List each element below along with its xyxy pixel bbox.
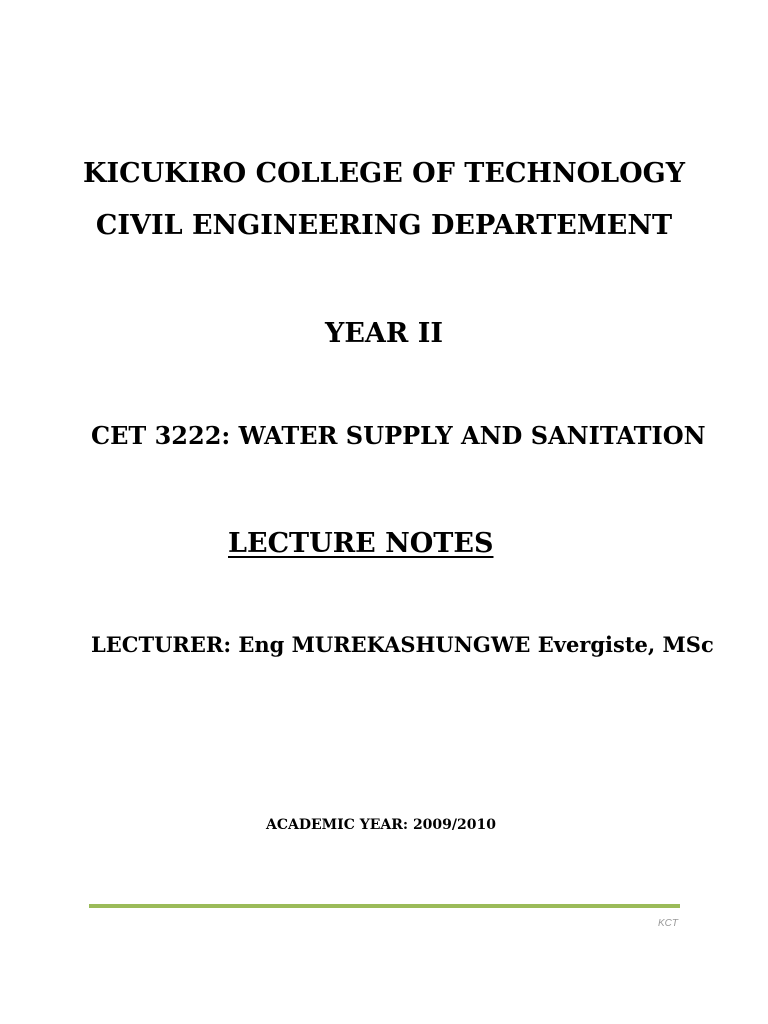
footer-label: KCT (658, 918, 678, 929)
footer-rule (89, 904, 680, 908)
lecturer-line: LECTURER: Eng MUREKASHUNGWE Evergiste, MSc (91, 632, 714, 657)
course-title: CET 3222: WATER SUPPLY AND SANITATION (91, 421, 706, 450)
lecture-notes-heading: LECTURE NOTES (228, 528, 494, 559)
department-name: CIVIL ENGINEERING DEPARTEMENT (95, 210, 673, 241)
year-level: YEAR II (325, 318, 443, 349)
college-name: KICUKIRO COLLEGE OF TECHNOLOGY (83, 158, 685, 189)
academic-year: ACADEMIC YEAR: 2009/2010 (266, 817, 496, 833)
